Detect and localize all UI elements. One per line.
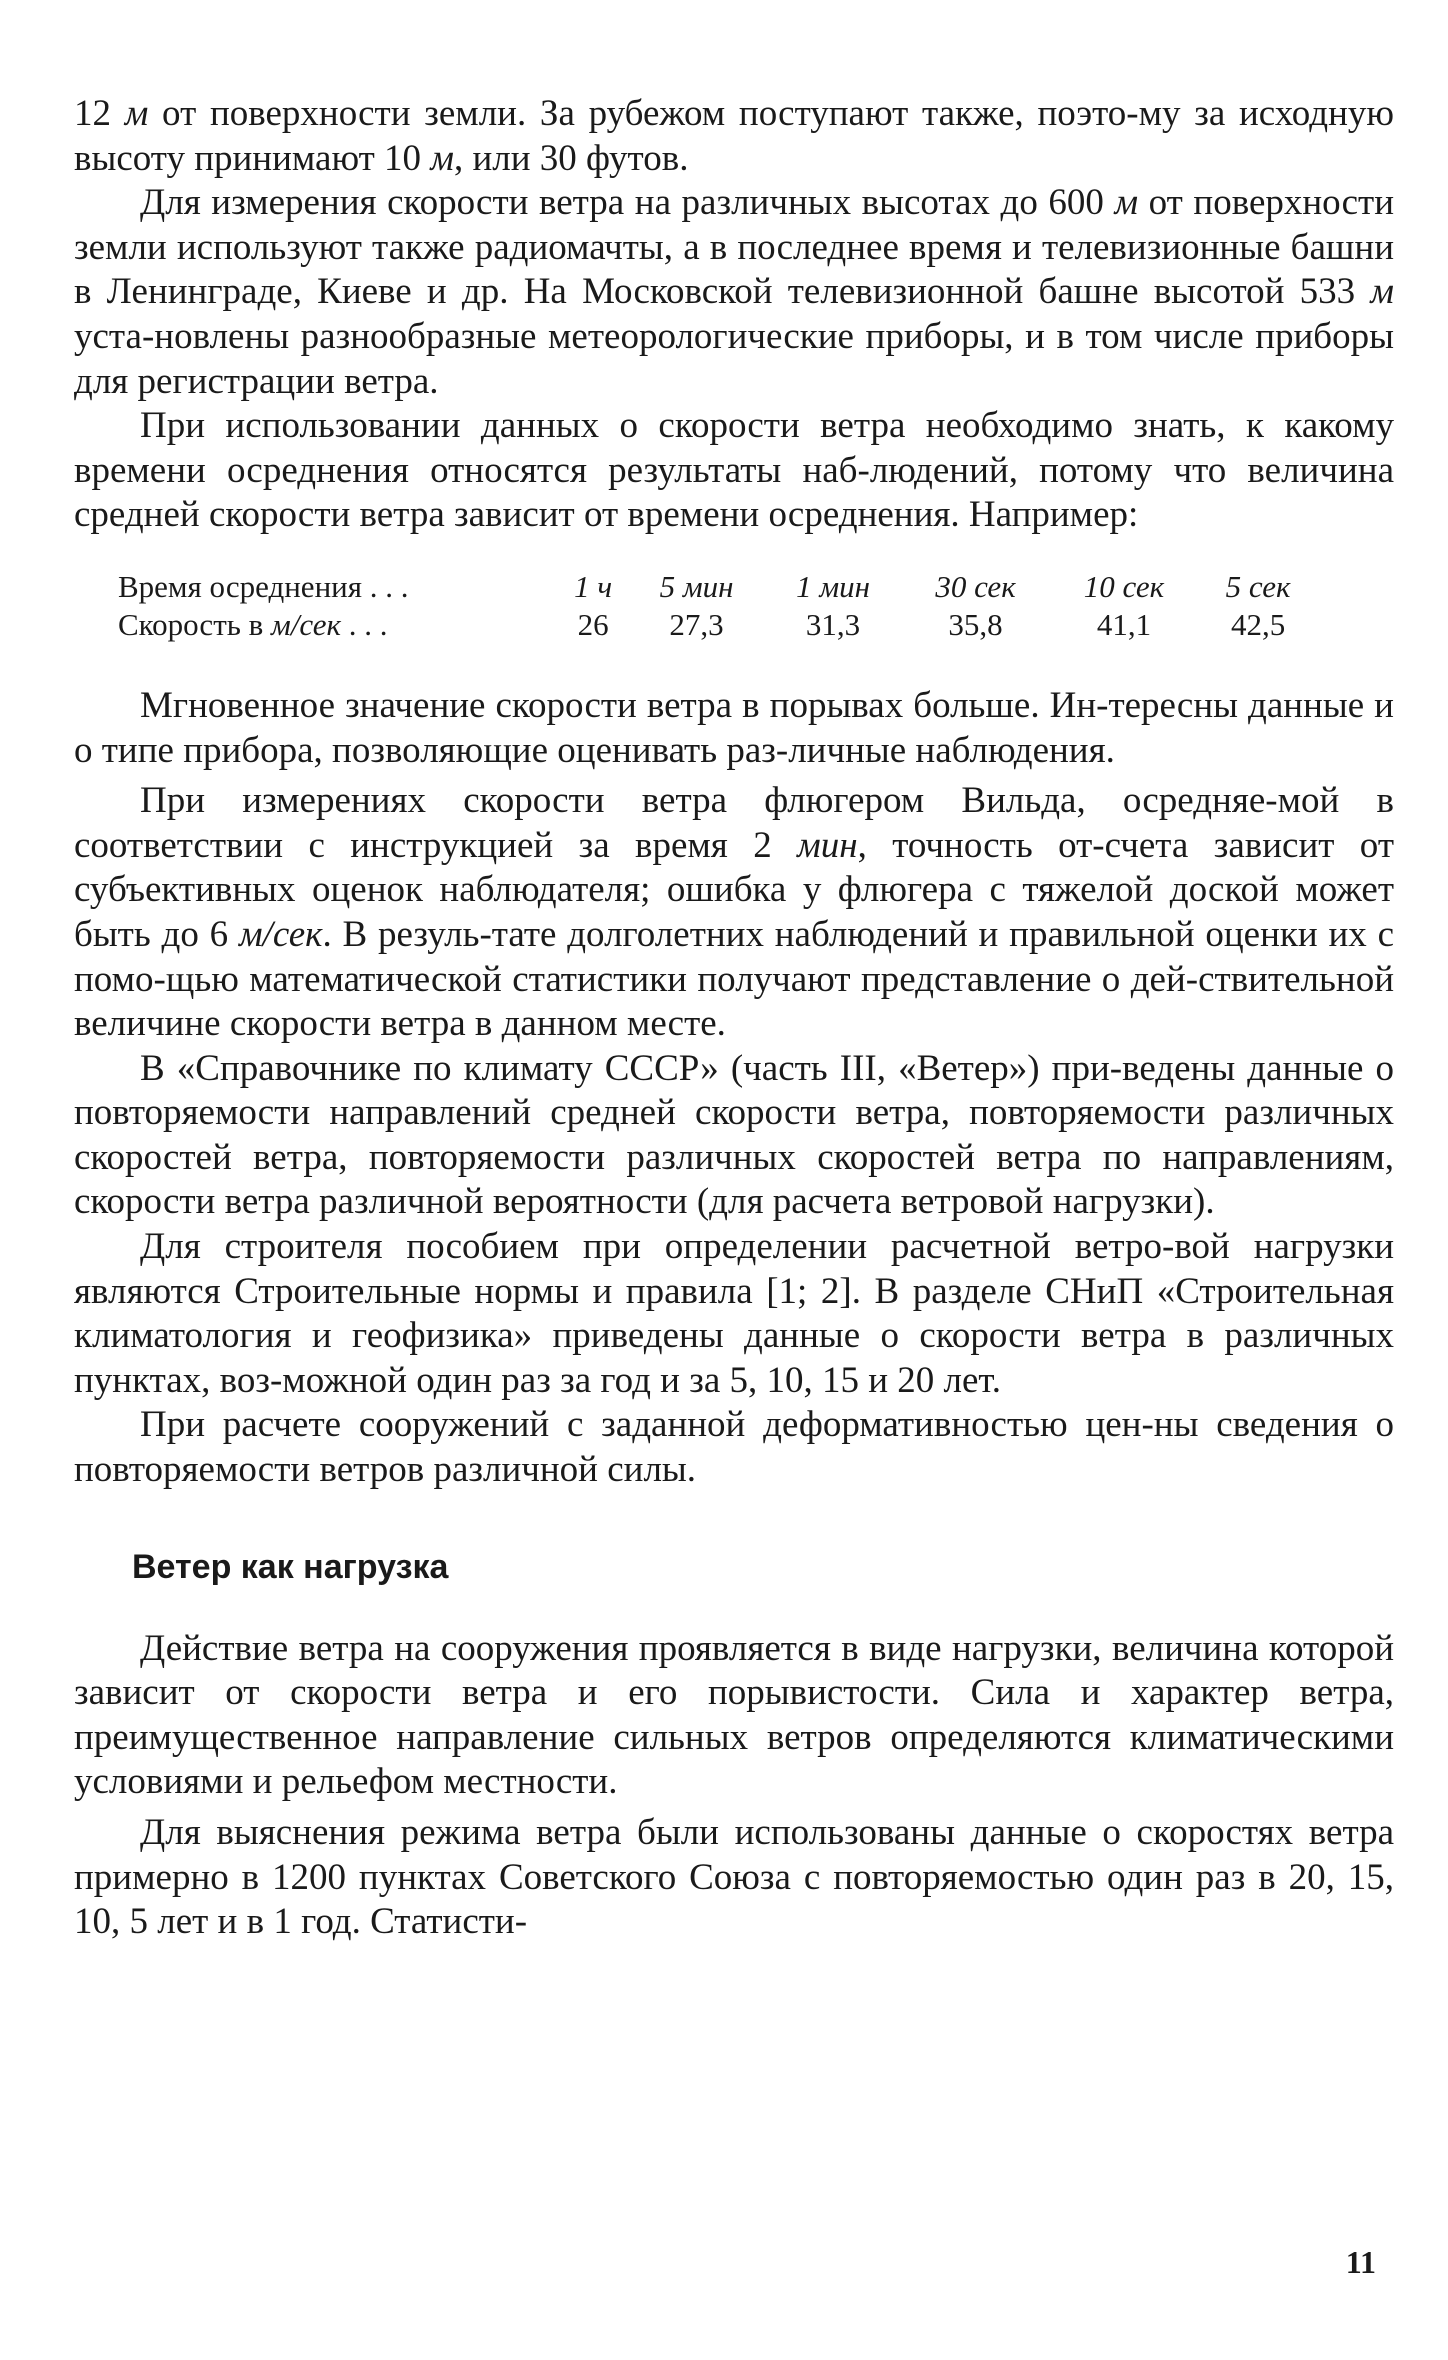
book-page [74,92,1394,1945]
paragraph-8: При расчете сооружений с заданной деформативностью цен-ны сведения о повторяемости ветров различной силы. [74,1404,1394,1491]
unit-meter: м [1370,271,1394,313]
section-heading: Ветер как нагрузка [132,1547,449,1586]
speed-cell: 42,5 [1230,606,1286,642]
averaging-time-table [118,568,1318,644]
paragraph-3: При использовании данных о скорости ветра необходимо знать, к какому времени осреднения относятся результаты наб-людений, потому что величина средней скорости ветра зависит от времени осреднения. Например: [74,405,1394,536]
speed-cell: 35,8 [948,606,1003,642]
speed-cell: 41,1 [1096,606,1152,642]
time-cell: 30 сек [935,568,1016,604]
unit-meter: м [124,93,149,134]
page-number: 11 [1345,2244,1376,2280]
time-cell: 5 сек [1225,568,1291,604]
speed-cell: 26 [577,606,609,642]
row-label-wind-speed: Скорость в м/сек . . . [118,606,388,642]
averaging-time-row [118,568,1318,606]
paragraph-7: Для строителя пособием при определении расчетной ветро-вой нагрузки являются Строительные нормы и правила [1; 2]. В разделе СНиП «Строительная климатология и геофизика» приведены данные о скорости ветра в различных пунктах, воз-можной один раз за год и за 5, 10, 15 и 20 лет. [74,1226,1394,1401]
section-paragraph-1: Действие ветра на сооружения проявляется в виде нагрузки, величина которой зависит от скорости ветра и его порывистости. Сила и характер ветра, преимущественное направление сильных ветров определяются климатическими условиями и рельефом местности. [74,1627,1394,1803]
time-cell: 10 сек [1083,568,1165,604]
time-cell: 1 ч [574,568,613,604]
unit-meters-per-second: м/сек [238,913,323,955]
unit-meter: м [430,137,454,179]
speed-cell: 27,3 [669,606,724,642]
paragraph-4: Мгновенное значение скорости ветра в порывах больше. Ин-тересны данные и о типе прибора, позволяющие оценивать раз-личные наблюдения. [74,684,1394,771]
unit-meter: м [1114,182,1139,224]
row-label-averaging-time: Время осреднения . . . [118,568,409,604]
section-paragraph-2: Для выяснения режима ветра были использованы данные о скоростях ветра примерно в 1200 пунктах Советского Союза с повторяемостью один раз в 20, 15, 10, 5 лет и в 1 год. Статисти- [74,1812,1394,1943]
paragraph-5: При измерениях скорости ветра флюгером Вильда, осредняе-мой в соответствии с инструкцией за время 2 мин, точность от-счета зависит от субъективных оценок наблюдателя; ошибка у флюгера с тяжелой доской может быть до 6 м/сек. В резуль-тате долголетних наблюдений и правильной оценки их с помо-щью математической статистики получают представление о дей-ствительной величине скорости ветра в данном месте. [74,780,1394,1045]
time-cell: 1 мин [796,568,870,604]
paragraph-1: 12 м от поверхности земли. За рубежом поступают также, поэто-му за исходную высоту принимают 10 м, или 30 футов. [74,93,1395,179]
paragraph-6: В «Справочнике по климату СССР» (часть III, «Ветер») при-ведены данные о повторяемости направлений средней скорости ветра, повторяемости различных скоростей ветра, повторяемости различных скоростей ветра по направлениям, скорости ветра различной вероятности (для расчета ветровой нагрузки). [74,1047,1394,1223]
wind-speed-row [118,606,1318,644]
speed-cell: 31,3 [805,606,861,642]
paragraph-2: Для измерения скорости ветра на различных высотах до 600 м от поверхности земли используют также радиомачты, а в последнее время и телевизионные башни в Ленинграде, Киеве и др. На Московской телевизионной башне высотой 533 м уста-новлены разнообразные метеорологические приборы, и в том числе приборы для регистрации ветра. [74,182,1394,402]
unit-minute: мин [797,824,858,866]
time-cell: 5 мин [659,568,734,604]
